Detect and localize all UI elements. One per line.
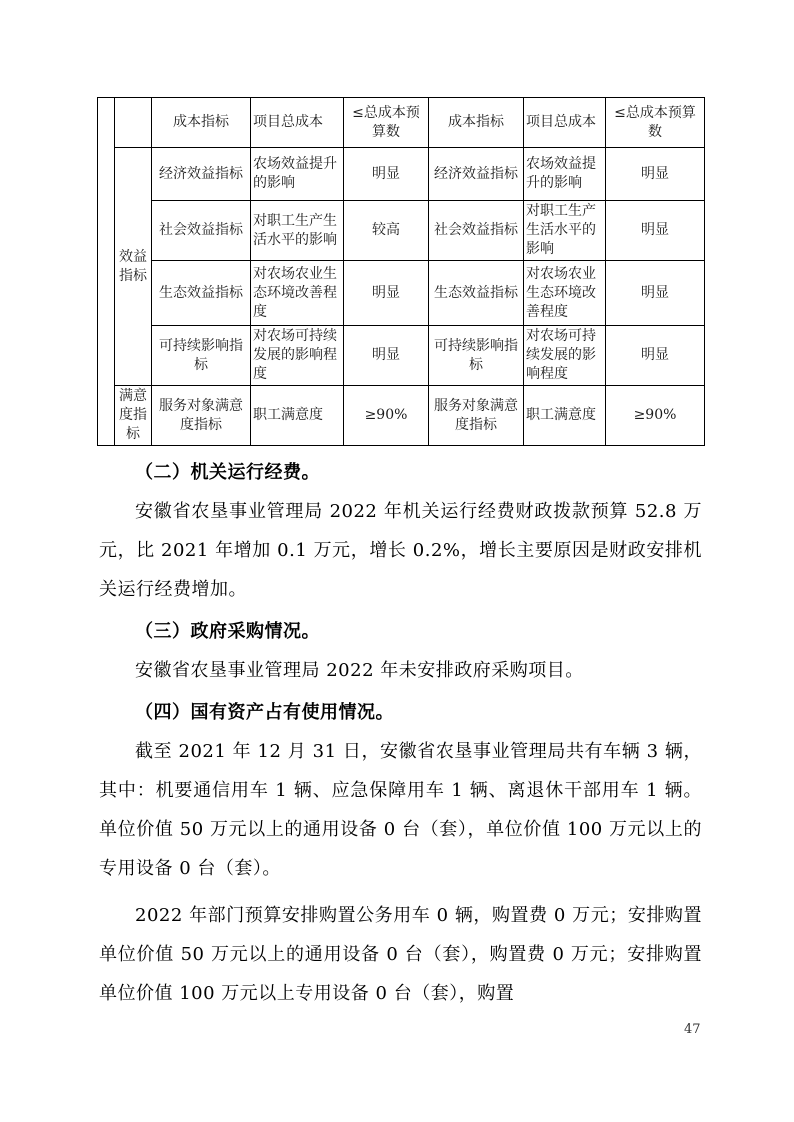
table-cell: 对职工生产生活水平的影响: [251, 201, 344, 261]
table-cell: ≥90%: [344, 386, 429, 446]
table-cell-header: ≤总成本预算数: [344, 98, 429, 148]
table-cell: ≥90%: [606, 386, 705, 446]
table-cell: 明显: [344, 261, 429, 326]
table-cell: 明显: [344, 148, 429, 201]
table-cell-header: 项目总成本: [251, 98, 344, 148]
table-cell-header: 成本指标: [429, 98, 524, 148]
table-row: [98, 261, 705, 326]
table-cell: 经济效益指标: [152, 148, 251, 201]
table-cell: 经济效益指标: [429, 148, 524, 201]
section-heading-agency-operating-costs: （二）机关运行经费。: [135, 462, 320, 483]
table-cell-header: 成本指标: [152, 98, 251, 148]
table-cell: 明显: [606, 261, 705, 326]
table-row: [98, 148, 705, 201]
table-cell: 农场效益提升的影响: [524, 148, 606, 201]
table-cell: 职工满意度: [524, 386, 606, 446]
section-heading-government-procurement: （三）政府采购情况。: [135, 621, 320, 642]
table-cell: 明显: [606, 148, 705, 201]
table-cell: 明显: [606, 201, 705, 261]
table-row: [98, 386, 705, 446]
table-cell: 明显: [606, 326, 705, 386]
table-cell: 服务对象满意度指标: [429, 386, 524, 446]
table-cell-group-satisfaction: 满意度指标: [115, 386, 152, 446]
table-cell: 社会效益指标: [152, 201, 251, 261]
paragraph-budget-purchases: 2022 年部门预算安排购置公务用车 0 辆，购置费 0 万元；安排购置单位价值 50 万元以上的通用设备 0 台（套），购置费 0 万元；安排购置单位价值 100 万元以上专用设备 0 台（套），购置: [99, 905, 702, 1004]
table-cell-corner: [115, 98, 152, 148]
table-cell: 可持续影响指标: [429, 326, 524, 386]
table-cell: 生态效益指标: [152, 261, 251, 326]
table-row-header: [98, 98, 705, 148]
table-cell: 对农场可持续发展的影响程度: [524, 326, 606, 386]
performance-indicators-table: [97, 97, 705, 446]
table-row: [98, 201, 705, 261]
table-cell: 对农场农业生态环境改善程度: [251, 261, 344, 326]
document-body: [99, 450, 702, 1013]
paragraph-operating-costs: 安徽省农垦事业管理局 2022 年机关运行经费财政拨款预算 52.8 万元，比 2021 年增加 0.1 万元，增长 0.2%，增长主要原因是财政安排机关运行经费增加。: [99, 501, 702, 600]
table-cell: 社会效益指标: [429, 201, 524, 261]
table-cell: 对农场可持续发展的影响程度: [251, 326, 344, 386]
table-cell: 生态效益指标: [429, 261, 524, 326]
table-cell: 职工满意度: [251, 386, 344, 446]
table-cell: 对职工生产生活水平的影响: [524, 201, 606, 261]
table-cell: 服务对象满意度指标: [152, 386, 251, 446]
table-cell: 可持续影响指标: [152, 326, 251, 386]
table-row: [98, 326, 705, 386]
paragraph-vehicles-equipment: 截至 2021 年 12 月 31 日，安徽省农垦事业管理局共有车辆 3 辆，其中：机要通信用车 1 辆、应急保障用车 1 辆、离退休干部用车 1 辆。单位价值 50 万元以上的通用设备 0 台（套），单位价值 100 万元以上的专用设备 0 台（套）。: [99, 741, 702, 879]
table-cell: 对农场农业生态环境改善程度: [524, 261, 606, 326]
table-cell-header: 项目总成本: [524, 98, 606, 148]
table-cell: 明显: [344, 326, 429, 386]
table-cell-group-benefit: 效益指标: [115, 148, 152, 386]
paragraph-procurement: 安徽省农垦事业管理局 2022 年未安排政府采购项目。: [135, 660, 584, 681]
table-cell-header: ≤总成本预算数: [606, 98, 705, 148]
table-cell: 农场效益提升的影响: [251, 148, 344, 201]
table-cell-spanner: [98, 98, 115, 446]
section-heading-state-assets: （四）国有资产占有使用情况。: [135, 702, 394, 723]
page-number: 47: [684, 1022, 701, 1037]
table-cell: 较高: [344, 201, 429, 261]
